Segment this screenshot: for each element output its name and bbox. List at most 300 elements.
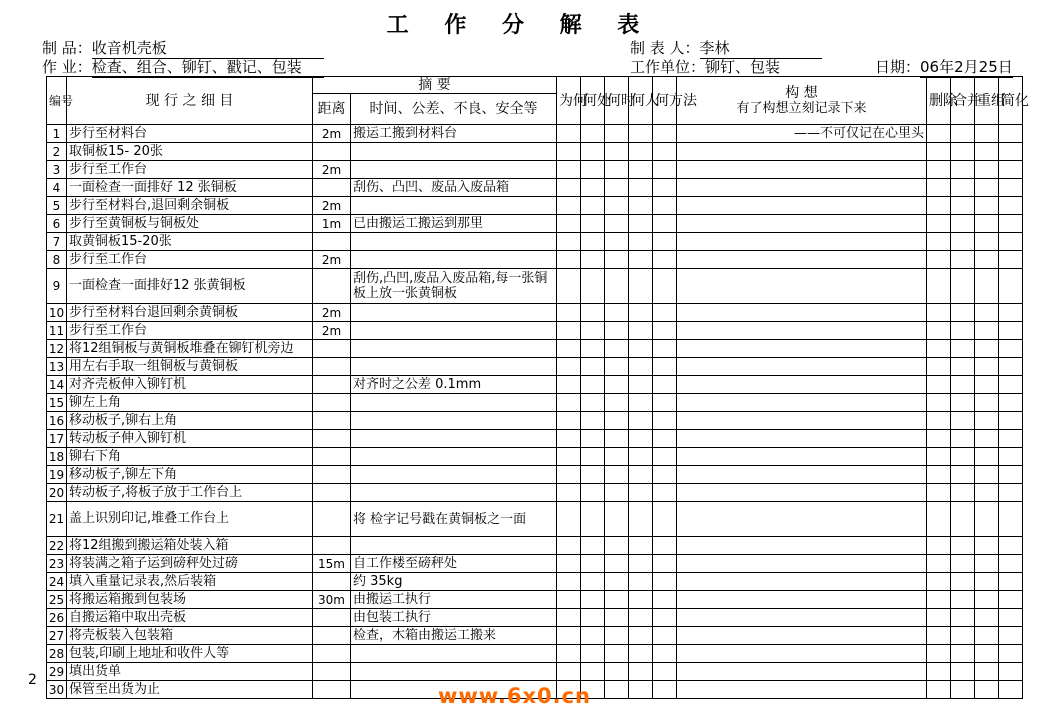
table-row <box>47 663 1023 681</box>
row-note: 约 35kg <box>351 573 557 591</box>
row-improvement-cell <box>951 125 975 143</box>
row-idea-cell <box>677 645 927 663</box>
row-improvement-cell <box>999 358 1023 376</box>
row-question-cell <box>605 484 629 502</box>
row-improvement-cell <box>951 304 975 322</box>
row-question-cell <box>557 233 581 251</box>
row-detail: 转动板子,将板子放于工作台上 <box>67 484 313 502</box>
table-row <box>47 394 1023 412</box>
row-question-cell <box>557 502 581 537</box>
row-distance <box>313 609 351 627</box>
row-detail: 包装,印刷上地址和收件人等 <box>67 645 313 663</box>
row-question-cell <box>557 466 581 484</box>
col-combine-header: 合并 <box>951 77 975 125</box>
row-detail: 一面检查一面排好 12 张铜板 <box>67 179 313 197</box>
row-detail: 步行至材料台 <box>67 125 313 143</box>
row-question-cell <box>653 573 677 591</box>
row-improvement-cell <box>999 484 1023 502</box>
row-distance <box>313 143 351 161</box>
row-improvement-cell <box>951 412 975 430</box>
row-improvement-cell <box>975 143 999 161</box>
row-note <box>351 645 557 663</box>
row-improvement-cell <box>975 269 999 304</box>
row-question-cell <box>581 609 605 627</box>
row-question-cell <box>653 627 677 645</box>
row-improvement-cell <box>951 322 975 340</box>
row-question-cell <box>653 394 677 412</box>
row-distance <box>313 269 351 304</box>
row-detail: 取黄铜板15-20张 <box>67 233 313 251</box>
row-detail: 铆左上角 <box>67 394 313 412</box>
row-question-cell <box>605 663 629 681</box>
row-distance: 30m <box>313 591 351 609</box>
row-distance: 2m <box>313 251 351 269</box>
row-note: 搬运工搬到材料台 <box>351 125 557 143</box>
row-idea-cell <box>677 502 927 537</box>
row-question-cell <box>653 161 677 179</box>
row-improvement-cell <box>975 376 999 394</box>
unit-label: 工作单位： <box>630 58 706 76</box>
row-detail: 将壳板装入包装箱 <box>67 627 313 645</box>
row-question-cell <box>605 233 629 251</box>
row-question-cell <box>629 304 653 322</box>
row-note <box>351 233 557 251</box>
row-question-cell <box>605 179 629 197</box>
row-question-cell <box>557 448 581 466</box>
row-improvement-cell <box>999 143 1023 161</box>
row-idea-cell <box>677 430 927 448</box>
row-distance <box>313 681 351 699</box>
row-question-cell <box>581 215 605 233</box>
row-improvement-cell <box>951 537 975 555</box>
row-improvement-cell <box>951 448 975 466</box>
row-question-cell <box>629 322 653 340</box>
row-question-cell <box>629 376 653 394</box>
col-detail-header: 现 行 之 细 目 <box>67 77 313 125</box>
row-question-cell <box>605 681 629 699</box>
row-idea-cell <box>677 609 927 627</box>
row-improvement-cell <box>975 663 999 681</box>
row-detail: 保管至出货为止 <box>67 681 313 699</box>
row-improvement-cell <box>999 233 1023 251</box>
work-field <box>42 56 324 78</box>
row-question-cell <box>581 358 605 376</box>
row-distance: 1m <box>313 215 351 233</box>
row-detail: 取铜板15- 20张 <box>67 143 313 161</box>
row-note <box>351 412 557 430</box>
work-breakdown-table <box>46 76 1030 699</box>
row-question-cell <box>653 609 677 627</box>
row-question-cell <box>557 376 581 394</box>
row-question-cell <box>581 627 605 645</box>
row-question-cell <box>581 663 605 681</box>
row-improvement-cell <box>999 215 1023 233</box>
row-detail: 一面检查一面排好12 张黄铜板 <box>67 269 313 304</box>
row-distance <box>313 502 351 537</box>
row-question-cell <box>605 591 629 609</box>
row-question-cell <box>581 537 605 555</box>
row-note: 刮伤,凸凹,废品入废品箱,每一张铜板上放一张黄铜板 <box>351 269 557 304</box>
row-question-cell <box>557 340 581 358</box>
row-question-cell <box>629 215 653 233</box>
row-improvement-cell <box>951 394 975 412</box>
product-label: 制 品： <box>42 39 92 57</box>
row-improvement-cell <box>927 161 951 179</box>
row-idea-cell <box>677 215 927 233</box>
table-row <box>47 233 1023 251</box>
row-question-cell <box>605 215 629 233</box>
row-improvement-cell <box>927 233 951 251</box>
row-number: 13 <box>47 358 67 376</box>
row-number: 23 <box>47 555 67 573</box>
row-improvement-cell <box>951 161 975 179</box>
row-question-cell <box>629 609 653 627</box>
row-question-cell <box>557 394 581 412</box>
row-detail: 步行至工作台 <box>67 322 313 340</box>
row-question-cell <box>557 627 581 645</box>
row-question-cell <box>605 645 629 663</box>
row-question-cell <box>629 251 653 269</box>
row-question-cell <box>629 394 653 412</box>
row-number: 14 <box>47 376 67 394</box>
row-improvement-cell <box>999 430 1023 448</box>
row-distance: 2m <box>313 197 351 215</box>
row-question-cell <box>557 663 581 681</box>
unit-value: 铆钉、包装 <box>705 58 781 76</box>
row-question-cell <box>557 304 581 322</box>
row-question-cell <box>605 430 629 448</box>
table-row <box>47 609 1023 627</box>
row-improvement-cell <box>951 555 975 573</box>
col-delete-header: 删除 <box>927 77 951 125</box>
row-improvement-cell <box>999 609 1023 627</box>
row-detail: 将装满之箱子运到磅秤处过磅 <box>67 555 313 573</box>
row-improvement-cell <box>975 627 999 645</box>
row-improvement-cell <box>999 591 1023 609</box>
row-improvement-cell <box>927 609 951 627</box>
table-row <box>47 340 1023 358</box>
row-idea-cell <box>677 304 927 322</box>
row-improvement-cell <box>927 143 951 161</box>
row-number: 22 <box>47 537 67 555</box>
row-improvement-cell <box>999 537 1023 555</box>
row-detail: 自搬运箱中取出壳板 <box>67 609 313 627</box>
row-improvement-cell <box>999 627 1023 645</box>
row-improvement-cell <box>999 394 1023 412</box>
row-question-cell <box>581 143 605 161</box>
row-number: 28 <box>47 645 67 663</box>
row-question-cell <box>653 197 677 215</box>
row-question-cell <box>605 412 629 430</box>
row-question-cell <box>653 645 677 663</box>
row-distance <box>313 430 351 448</box>
row-question-cell <box>629 233 653 251</box>
row-distance <box>313 394 351 412</box>
row-improvement-cell <box>999 269 1023 304</box>
row-idea-cell <box>677 233 927 251</box>
row-number: 4 <box>47 179 67 197</box>
row-improvement-cell <box>975 502 999 537</box>
row-improvement-cell <box>927 627 951 645</box>
row-question-cell <box>605 269 629 304</box>
row-detail: 填出货单 <box>67 663 313 681</box>
col-how-header: 何方法 <box>653 77 677 125</box>
row-improvement-cell <box>927 215 951 233</box>
row-improvement-cell <box>975 215 999 233</box>
row-note <box>351 143 557 161</box>
row-question-cell <box>605 358 629 376</box>
row-improvement-cell <box>951 197 975 215</box>
row-improvement-cell <box>999 412 1023 430</box>
row-question-cell <box>557 358 581 376</box>
row-detail: 步行至工作台 <box>67 251 313 269</box>
row-improvement-cell <box>999 466 1023 484</box>
row-distance <box>313 537 351 555</box>
row-question-cell <box>581 430 605 448</box>
idea-subtitle-2: ——不可仅记在心里头 <box>677 125 927 143</box>
table-row <box>47 537 1023 555</box>
row-question-cell <box>605 573 629 591</box>
date-field <box>875 56 1013 78</box>
row-detail: 步行至材料台退回剩余黄铜板 <box>67 304 313 322</box>
row-question-cell <box>629 197 653 215</box>
row-idea-cell <box>677 251 927 269</box>
row-improvement-cell <box>927 125 951 143</box>
row-question-cell <box>605 466 629 484</box>
row-distance: 2m <box>313 304 351 322</box>
row-improvement-cell <box>951 179 975 197</box>
row-improvement-cell <box>951 358 975 376</box>
row-question-cell <box>629 269 653 304</box>
row-improvement-cell <box>975 448 999 466</box>
row-number: 17 <box>47 430 67 448</box>
row-question-cell <box>581 340 605 358</box>
row-number: 8 <box>47 251 67 269</box>
row-idea-cell <box>677 376 927 394</box>
row-improvement-cell <box>927 591 951 609</box>
row-question-cell <box>557 573 581 591</box>
row-question-cell <box>605 537 629 555</box>
row-number: 18 <box>47 448 67 466</box>
row-question-cell <box>653 143 677 161</box>
row-distance <box>313 448 351 466</box>
col-simplify-header: 简化 <box>999 77 1023 125</box>
row-question-cell <box>557 484 581 502</box>
row-note <box>351 663 557 681</box>
row-question-cell <box>653 179 677 197</box>
row-question-cell <box>581 269 605 304</box>
row-question-cell <box>605 197 629 215</box>
row-number: 1 <box>47 125 67 143</box>
row-distance: 2m <box>313 161 351 179</box>
row-distance <box>313 412 351 430</box>
row-question-cell <box>605 627 629 645</box>
table-row <box>47 502 1023 537</box>
row-detail: 转动板子伸入铆钉机 <box>67 430 313 448</box>
table-row <box>47 484 1023 502</box>
work-value: 检查、组合、铆钉、戳记、包装 <box>92 56 324 78</box>
row-improvement-cell <box>927 269 951 304</box>
row-question-cell <box>653 304 677 322</box>
row-improvement-cell <box>927 340 951 358</box>
idea-title: 构 想 <box>785 84 818 101</box>
row-question-cell <box>653 466 677 484</box>
product-value: 收音机壳板 <box>92 37 324 59</box>
row-number: 15 <box>47 394 67 412</box>
row-question-cell <box>629 412 653 430</box>
row-question-cell <box>581 197 605 215</box>
row-distance <box>313 645 351 663</box>
row-question-cell <box>557 143 581 161</box>
row-idea-cell <box>677 466 927 484</box>
row-distance <box>313 466 351 484</box>
row-number: 16 <box>47 412 67 430</box>
row-improvement-cell <box>975 179 999 197</box>
row-improvement-cell <box>999 125 1023 143</box>
row-improvement-cell <box>999 161 1023 179</box>
row-improvement-cell <box>999 251 1023 269</box>
row-question-cell <box>653 125 677 143</box>
row-improvement-cell <box>975 466 999 484</box>
row-question-cell <box>557 645 581 663</box>
row-question-cell <box>581 304 605 322</box>
row-note <box>351 448 557 466</box>
row-improvement-cell <box>975 412 999 430</box>
row-note <box>351 322 557 340</box>
row-question-cell <box>581 645 605 663</box>
row-question-cell <box>557 609 581 627</box>
table-row <box>47 251 1023 269</box>
row-distance: 15m <box>313 555 351 573</box>
row-improvement-cell <box>951 143 975 161</box>
table-row <box>47 304 1023 322</box>
row-question-cell <box>581 555 605 573</box>
row-improvement-cell <box>999 322 1023 340</box>
row-note <box>351 430 557 448</box>
row-improvement-cell <box>975 430 999 448</box>
row-improvement-cell <box>951 340 975 358</box>
row-improvement-cell <box>999 448 1023 466</box>
row-number: 24 <box>47 573 67 591</box>
row-improvement-cell <box>927 376 951 394</box>
row-improvement-cell <box>999 555 1023 573</box>
row-detail: 将12组铜板与黄铜板堆叠在铆钉机旁边 <box>67 340 313 358</box>
row-question-cell <box>653 591 677 609</box>
row-question-cell <box>629 663 653 681</box>
row-improvement-cell <box>975 537 999 555</box>
row-improvement-cell <box>975 251 999 269</box>
row-improvement-cell <box>951 645 975 663</box>
table-row <box>47 197 1023 215</box>
row-idea-cell <box>677 269 927 304</box>
row-question-cell <box>653 251 677 269</box>
row-question-cell <box>653 555 677 573</box>
row-question-cell <box>557 412 581 430</box>
row-note <box>351 251 557 269</box>
col-summary-header: 摘 要 <box>313 77 557 94</box>
table-row <box>47 555 1023 573</box>
row-question-cell <box>653 448 677 466</box>
col-no-header: 编号 <box>47 77 67 125</box>
table-row <box>47 215 1023 233</box>
table-row <box>47 412 1023 430</box>
row-improvement-cell <box>927 448 951 466</box>
row-note <box>351 340 557 358</box>
row-idea-cell <box>677 448 927 466</box>
row-detail: 用左右手取一组铜板与黄铜板 <box>67 358 313 376</box>
row-question-cell <box>629 430 653 448</box>
row-question-cell <box>581 394 605 412</box>
row-detail: 步行至材料台,退回剩余铜板 <box>67 197 313 215</box>
row-question-cell <box>557 125 581 143</box>
row-question-cell <box>653 322 677 340</box>
col-idea-header <box>677 77 927 125</box>
row-question-cell <box>653 412 677 430</box>
row-improvement-cell <box>927 430 951 448</box>
date-label: 日期： <box>875 58 921 76</box>
row-detail: 铆右下角 <box>67 448 313 466</box>
row-detail: 移动板子,铆右上角 <box>67 412 313 430</box>
row-question-cell <box>653 215 677 233</box>
row-question-cell <box>581 412 605 430</box>
row-improvement-cell <box>927 484 951 502</box>
row-question-cell <box>629 448 653 466</box>
row-question-cell <box>653 269 677 304</box>
row-question-cell <box>605 251 629 269</box>
row-question-cell <box>605 340 629 358</box>
maker-label: 制 表 人： <box>630 39 700 57</box>
table-row <box>47 322 1023 340</box>
row-distance <box>313 663 351 681</box>
row-question-cell <box>581 161 605 179</box>
row-idea-cell <box>677 663 927 681</box>
row-question-cell <box>581 502 605 537</box>
row-improvement-cell <box>951 681 975 699</box>
row-improvement-cell <box>975 645 999 663</box>
row-question-cell <box>605 161 629 179</box>
row-distance <box>313 358 351 376</box>
row-distance <box>313 376 351 394</box>
row-number: 12 <box>47 340 67 358</box>
row-question-cell <box>629 555 653 573</box>
row-question-cell <box>653 358 677 376</box>
table-row <box>47 179 1023 197</box>
row-improvement-cell <box>999 340 1023 358</box>
col-why-header: 为何 <box>557 77 581 125</box>
row-question-cell <box>629 645 653 663</box>
row-idea-cell <box>677 322 927 340</box>
row-improvement-cell <box>951 376 975 394</box>
row-improvement-cell <box>951 251 975 269</box>
row-note <box>351 394 557 412</box>
row-improvement-cell <box>951 466 975 484</box>
row-improvement-cell <box>999 376 1023 394</box>
unit-field <box>630 56 780 77</box>
row-note <box>351 466 557 484</box>
row-number: 11 <box>47 322 67 340</box>
row-improvement-cell <box>951 591 975 609</box>
row-improvement-cell <box>927 573 951 591</box>
row-note <box>351 484 557 502</box>
row-question-cell <box>629 484 653 502</box>
row-number: 9 <box>47 269 67 304</box>
row-note: 由搬运工执行 <box>351 591 557 609</box>
row-distance <box>313 573 351 591</box>
row-improvement-cell <box>927 197 951 215</box>
table-row <box>47 430 1023 448</box>
table-row <box>47 269 1023 304</box>
table-row <box>47 376 1023 394</box>
